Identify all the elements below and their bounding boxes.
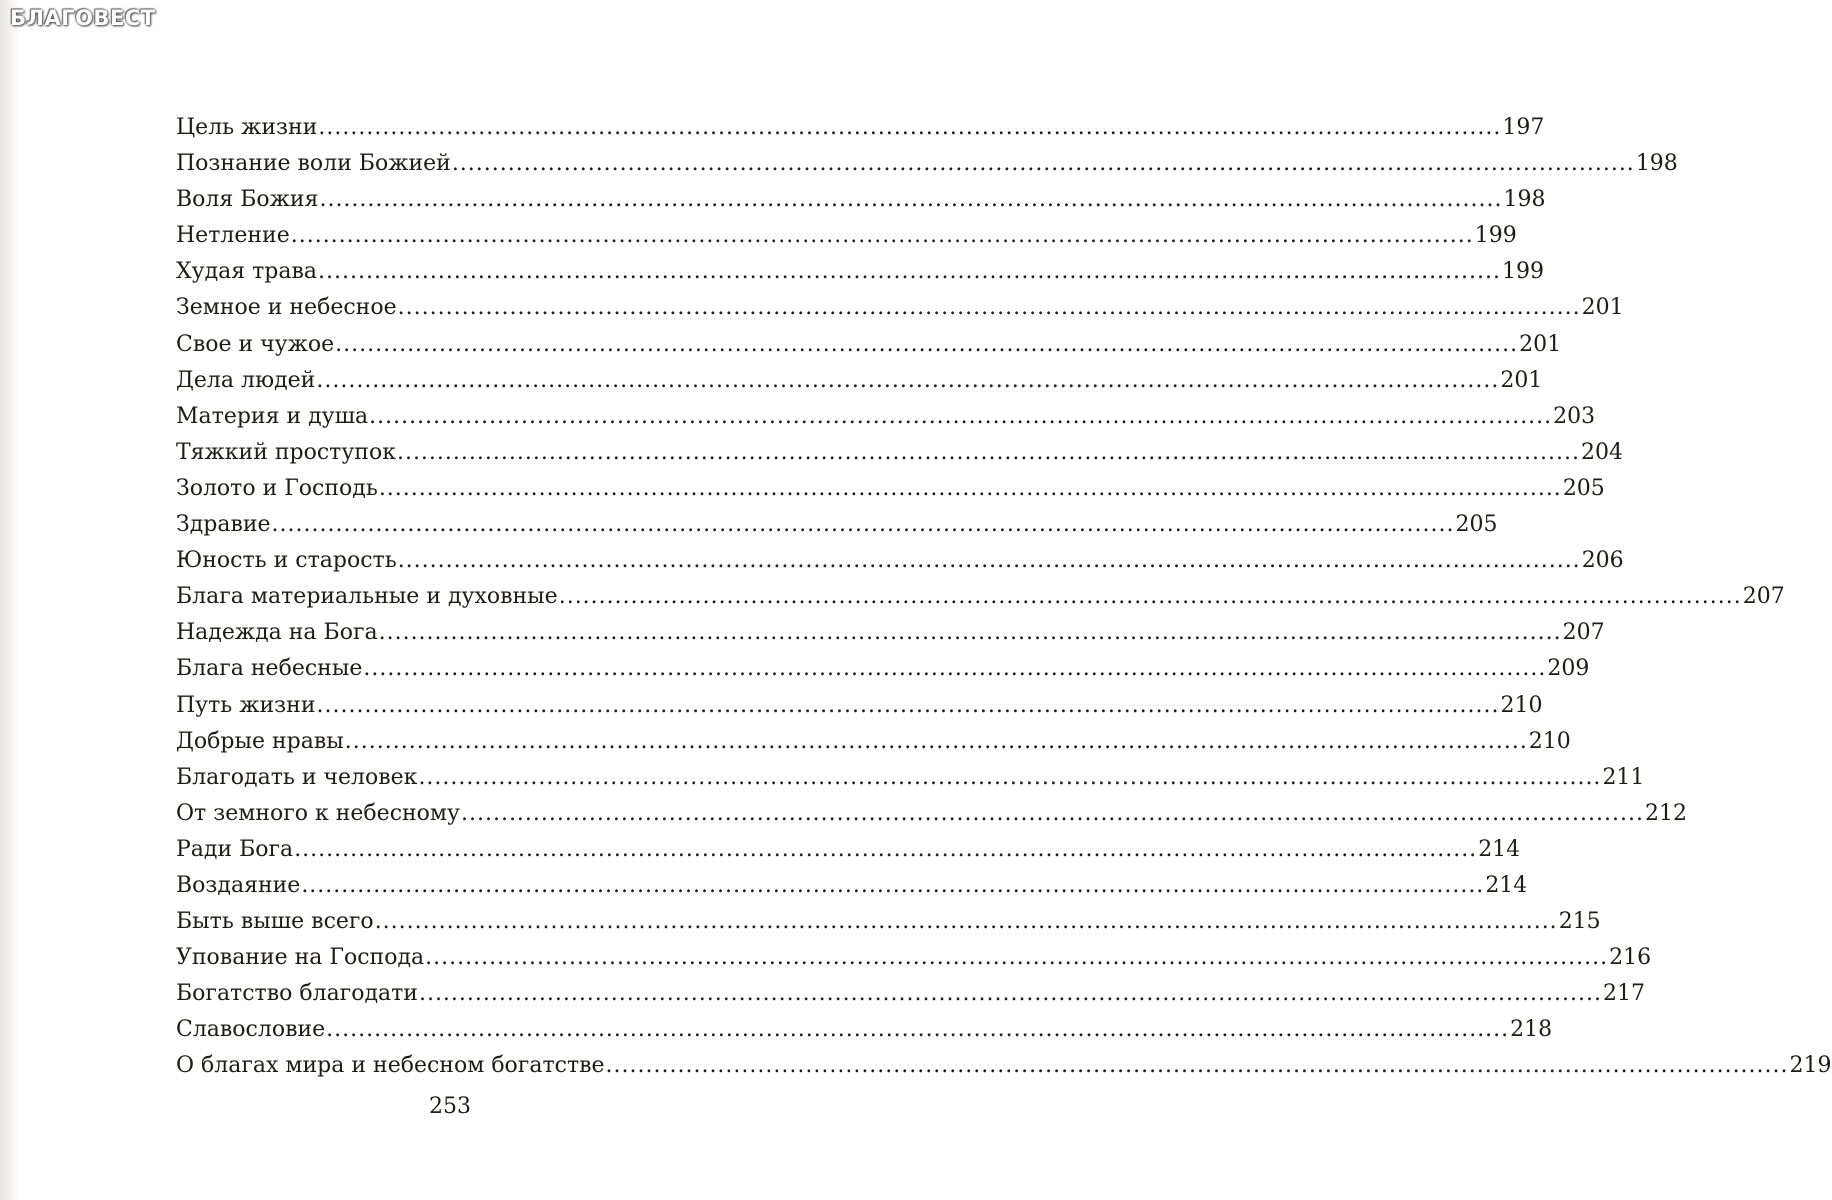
- toc-entry-title: Быть выше всего: [176, 909, 374, 935]
- toc-leader-dots: ....................................................................................................................................................: [290, 223, 1474, 249]
- toc-entry: [176, 399, 1596, 435]
- toc-entry-title: О благах мира и небесном богатстве: [176, 1053, 605, 1079]
- toc-leader-dots: ....................................................................................................................................................: [316, 367, 1500, 393]
- table-of-contents: [176, 110, 1832, 1085]
- toc-entry: [176, 904, 1601, 940]
- toc-leader-dots: ....................................................................................................................................................: [425, 945, 1609, 971]
- toc-leader-dots: ....................................................................................................................................................: [396, 439, 1580, 465]
- toc-leader-dots: ....................................................................................................................................................: [558, 584, 1742, 610]
- toc-entry-page: 207: [1562, 620, 1605, 646]
- toc-entry-page: 214: [1478, 836, 1521, 862]
- toc-entry: [176, 182, 1546, 218]
- toc-entry-title: Познание воли Божией: [176, 151, 451, 177]
- toc-leader-dots: ....................................................................................................................................................: [605, 1053, 1789, 1079]
- toc-entry: [176, 146, 1678, 182]
- toc-entry-page: 206: [1581, 548, 1624, 574]
- toc-entry: [176, 254, 1545, 290]
- toc-entry: [176, 1012, 1553, 1048]
- toc-entry: [176, 868, 1528, 904]
- toc-entry-title: Упование на Господа: [176, 945, 425, 971]
- toc-leader-dots: ....................................................................................................................................................: [294, 836, 1478, 862]
- toc-entry-page: 212: [1644, 800, 1687, 826]
- toc-leader-dots: ....................................................................................................................................................: [369, 403, 1553, 429]
- toc-leader-dots: ....................................................................................................................................................: [363, 656, 1547, 682]
- toc-entry-page: 217: [1602, 981, 1645, 1007]
- toc-entry: [176, 110, 1545, 146]
- toc-entry: [176, 976, 1645, 1012]
- toc-entry-page: 211: [1602, 764, 1645, 790]
- toc-leader-dots: ....................................................................................................................................................: [301, 872, 1485, 898]
- toc-entry-page: 203: [1553, 403, 1596, 429]
- toc-leader-dots: ....................................................................................................................................................: [335, 331, 1519, 357]
- toc-leader-dots: ....................................................................................................................................................: [418, 764, 1602, 790]
- toc-entry-title: Блага небесные: [176, 656, 363, 682]
- toc-entry-title: Ради Бога: [176, 836, 294, 862]
- toc-entry: [176, 615, 1605, 651]
- toc-entry: [176, 1048, 1832, 1084]
- toc-leader-dots: ....................................................................................................................................................: [378, 620, 1562, 646]
- toc-entry-title: Путь жизни: [176, 692, 316, 718]
- toc-leader-dots: ....................................................................................................................................................: [460, 800, 1644, 826]
- toc-leader-dots: ....................................................................................................................................................: [344, 728, 1528, 754]
- toc-entry-page: 204: [1580, 439, 1623, 465]
- toc-entry-page: 207: [1742, 584, 1785, 610]
- toc-entry-page: 198: [1635, 151, 1678, 177]
- toc-entry: [176, 507, 1498, 543]
- toc-entry-page: 210: [1528, 728, 1571, 754]
- toc-entry-title: Воля Божия: [176, 187, 319, 213]
- toc-entry-page: 210: [1500, 692, 1543, 718]
- toc-entry: [176, 579, 1785, 615]
- toc-entry: [176, 760, 1645, 796]
- toc-entry-title: Цель жизни: [176, 115, 318, 140]
- toc-entry-title: Свое и чужое: [176, 331, 335, 357]
- toc-entry-title: Материя и душа: [176, 403, 369, 429]
- toc-entry: [176, 363, 1543, 399]
- toc-entry-title: Богатство благодати: [176, 981, 418, 1007]
- toc-entry: [176, 290, 1624, 326]
- toc-entry-title: Дела людей: [176, 367, 316, 393]
- toc-entry: [176, 832, 1521, 868]
- toc-entry-title: Нетление: [176, 223, 290, 249]
- page-number: 253: [429, 1094, 471, 1119]
- toc-leader-dots: ....................................................................................................................................................: [319, 187, 1503, 213]
- watermark-logo: БЛАГОВЕСТ: [10, 6, 156, 30]
- toc-entry: [176, 796, 1687, 832]
- toc-entry-title: Славословие: [176, 1017, 326, 1043]
- toc-entry-title: Юность и старость: [176, 548, 397, 574]
- toc-entry-page: 199: [1502, 259, 1545, 285]
- toc-entry-page: 215: [1558, 909, 1601, 935]
- toc-leader-dots: ....................................................................................................................................................: [318, 259, 1502, 285]
- toc-leader-dots: ....................................................................................................................................................: [374, 909, 1558, 935]
- toc-entry-title: Золото и Господь: [176, 475, 378, 501]
- toc-leader-dots: ....................................................................................................................................................: [418, 981, 1602, 1007]
- toc-entry-page: 209: [1547, 656, 1590, 682]
- toc-entry-title: Добрые нравы: [176, 728, 344, 754]
- toc-entry-page: 205: [1455, 512, 1498, 538]
- toc-entry-title: Воздаяние: [176, 872, 301, 898]
- toc-entry-title: От земного к небесному: [176, 800, 460, 826]
- toc-entry: [176, 471, 1605, 507]
- toc-entry-page: 205: [1562, 475, 1605, 501]
- toc-entry-page: 216: [1609, 945, 1652, 971]
- toc-entry-title: Худая трава: [176, 259, 318, 285]
- toc-entry-page: 199: [1474, 223, 1517, 249]
- toc-entry: [176, 435, 1623, 471]
- toc-entry-page: 214: [1485, 872, 1528, 898]
- toc-entry: [176, 327, 1562, 363]
- toc-entry-title: Тяжкий проступок: [176, 439, 396, 465]
- toc-leader-dots: ....................................................................................................................................................: [326, 1017, 1510, 1043]
- toc-entry: [176, 218, 1517, 254]
- toc-entry: [176, 651, 1590, 687]
- toc-entry-title: Здравие: [176, 512, 271, 538]
- toc-leader-dots: ....................................................................................................................................................: [451, 151, 1635, 177]
- toc-entry-page: 201: [1519, 331, 1562, 357]
- toc-entry: [176, 543, 1624, 579]
- page-edge-shadow: [0, 0, 20, 1200]
- toc-entry: [176, 688, 1543, 724]
- toc-entry: [176, 940, 1652, 976]
- toc-entry-page: 218: [1510, 1017, 1553, 1043]
- toc-entry-title: Надежда на Бога: [176, 620, 378, 646]
- toc-leader-dots: ....................................................................................................................................................: [318, 115, 1502, 140]
- toc-entry: [176, 724, 1571, 760]
- toc-leader-dots: ....................................................................................................................................................: [397, 548, 1581, 574]
- toc-leader-dots: ....................................................................................................................................................: [316, 692, 1500, 718]
- toc-entry-page: 201: [1581, 295, 1624, 321]
- toc-entry-page: 198: [1503, 187, 1546, 213]
- toc-entry-page: 201: [1500, 367, 1543, 393]
- toc-entry-title: Благодать и человек: [176, 764, 418, 790]
- toc-leader-dots: ....................................................................................................................................................: [397, 295, 1581, 321]
- toc-entry-page: 219: [1789, 1053, 1832, 1079]
- toc-entry-page: 197: [1502, 115, 1545, 140]
- toc-leader-dots: ....................................................................................................................................................: [271, 512, 1455, 538]
- toc-entry-title: Земное и небесное: [176, 295, 397, 321]
- toc-entry-title: Блага материальные и духовные: [176, 584, 558, 610]
- toc-leader-dots: ....................................................................................................................................................: [378, 475, 1562, 501]
